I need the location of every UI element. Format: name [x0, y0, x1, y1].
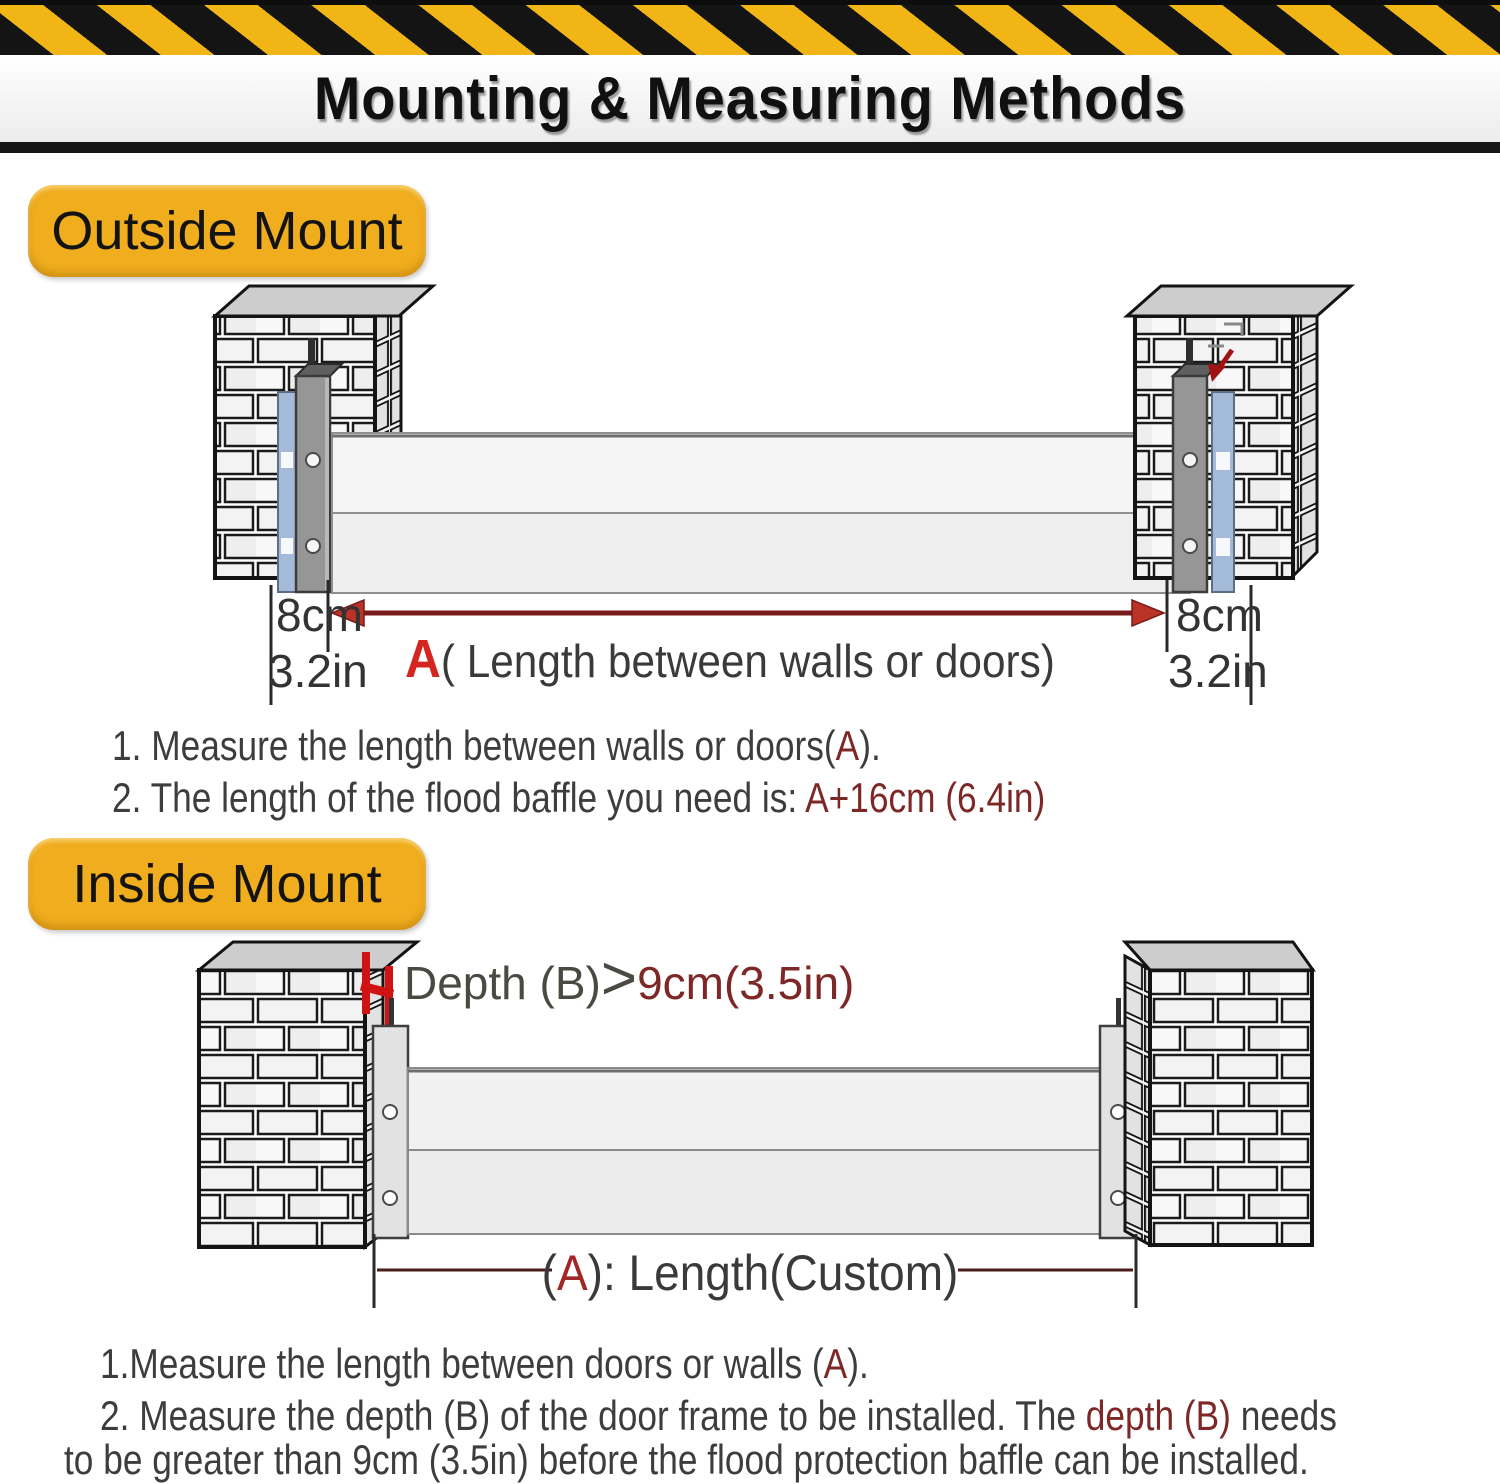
greater-than-symbol: > [600, 944, 638, 1013]
outside-step2-text: 2. The length of the flood baffle you need is: [112, 774, 806, 821]
outside-dim-left-in: 3.2in [268, 645, 368, 697]
outside-dim-left-cm: 8cm [276, 589, 363, 641]
outside-step1-paren-open: ( [823, 722, 836, 769]
outside-step-1 [112, 722, 881, 770]
inside-barrier-panel-top [408, 1068, 1100, 1150]
page-title: Mounting & Measuring Methods [313, 65, 1187, 132]
inside-length-a: A [556, 1245, 588, 1301]
inside-step2-text-3: to be greater than 9cm (3.5in) before the flood protection baffle can be installed. [64, 1436, 1309, 1483]
inside-mount-badge-label: Inside Mount [72, 854, 382, 914]
outside-mount-badge-label: Outside Mount [51, 201, 403, 261]
inside-left-pillar-front [199, 970, 365, 1247]
inside-right-pillar-front [1150, 970, 1312, 1245]
outside-left-seal-strip [278, 392, 296, 592]
outside-left-bracket [296, 376, 330, 592]
inside-mount-diagram [0, 940, 1500, 1340]
inside-depth-label-prefix: Depth (B) [404, 957, 601, 1009]
outside-dim-right-cm: 8cm [1176, 589, 1263, 641]
inside-right-pillar-cap [1125, 942, 1313, 970]
inside-right-screw-1 [1111, 1105, 1125, 1119]
outside-left-seal-mark-1 [281, 452, 293, 468]
inside-right-pillar [1125, 942, 1313, 1245]
outside-length-label-a: A [405, 629, 441, 689]
inside-step1-paren-close: ). [847, 1340, 869, 1387]
outside-left-seal-mark-2 [281, 538, 293, 554]
inside-left-bracket [373, 1026, 408, 1238]
outside-left-screw-1 [306, 453, 320, 467]
inside-length-text: ): Length(Custom) [587, 1245, 959, 1301]
outside-right-seal-strip [1212, 392, 1234, 592]
inside-step-2-line-1 [100, 1392, 1337, 1440]
outside-step-2 [112, 774, 1045, 822]
inside-step2-text-2: needs [1230, 1392, 1337, 1439]
outside-step1-text: 1. Measure the length between walls or doors [112, 722, 824, 769]
header-divider [0, 142, 1500, 153]
outside-mount-badge [28, 185, 426, 277]
outside-step2-formula: A+16cm (6.4in) [805, 774, 1046, 821]
inside-mount-badge [28, 838, 426, 930]
outside-barrier-panel-bottom [332, 513, 1190, 593]
inside-right-pillar-side [1125, 956, 1150, 1245]
inside-length-paren-open: ( [541, 1245, 557, 1301]
inside-depth-label [404, 944, 855, 1013]
outside-right-bracket [1173, 376, 1207, 592]
outside-dim-right-in: 3.2in [1168, 645, 1268, 697]
outside-barrier-panel-top [332, 433, 1190, 513]
inside-left-anchor-pin [389, 998, 394, 1028]
outside-right-screw-1 [1183, 453, 1197, 467]
outside-left-screw-2 [306, 539, 320, 553]
outside-length-label [405, 628, 1055, 690]
outside-right-pillar-side [1293, 292, 1317, 576]
inside-step1-paren-open: ( [811, 1340, 824, 1387]
outside-right-seal-mark-1 [1216, 452, 1230, 470]
outside-right-screw-2 [1183, 539, 1197, 553]
inside-step1-text: 1.Measure the length between doors or walls [100, 1340, 812, 1387]
outside-right-pillar [1127, 286, 1351, 578]
outside-mount-diagram [0, 280, 1500, 710]
outside-step1-a: A [835, 722, 860, 769]
inside-step-1 [100, 1340, 869, 1388]
inside-left-screw-1 [383, 1105, 397, 1119]
outside-left-bracket-highlight [325, 378, 329, 590]
outside-length-label-text: ( Length between walls or doors) [440, 635, 1055, 687]
inside-length-label [542, 1244, 959, 1302]
inside-right-screw-2 [1111, 1191, 1125, 1205]
outside-length-arrow-head-right [1132, 600, 1164, 626]
inside-depth-label-value: 9cm(3.5in) [637, 957, 855, 1009]
outside-step1-paren-close: ). [859, 722, 881, 769]
inside-right-anchor-pin [1116, 998, 1121, 1028]
inside-step1-a: A [823, 1340, 848, 1387]
inside-step2-text-1: 2. Measure the depth (B) of the door frame to be installed. The [100, 1392, 1086, 1439]
outside-right-pillar-cap [1127, 286, 1351, 316]
inside-left-pillar-cap [199, 942, 417, 970]
inside-left-screw-2 [383, 1191, 397, 1205]
caution-tape-banner [0, 0, 1500, 55]
inside-step2-depth-b: depth (B) [1085, 1392, 1231, 1439]
inside-step-2-line-2 [64, 1436, 1309, 1484]
inside-barrier-panel-bottom [408, 1150, 1100, 1234]
title-band [0, 55, 1500, 142]
outside-right-seal-mark-2 [1216, 538, 1230, 556]
outside-left-pillar-cap [215, 286, 433, 316]
